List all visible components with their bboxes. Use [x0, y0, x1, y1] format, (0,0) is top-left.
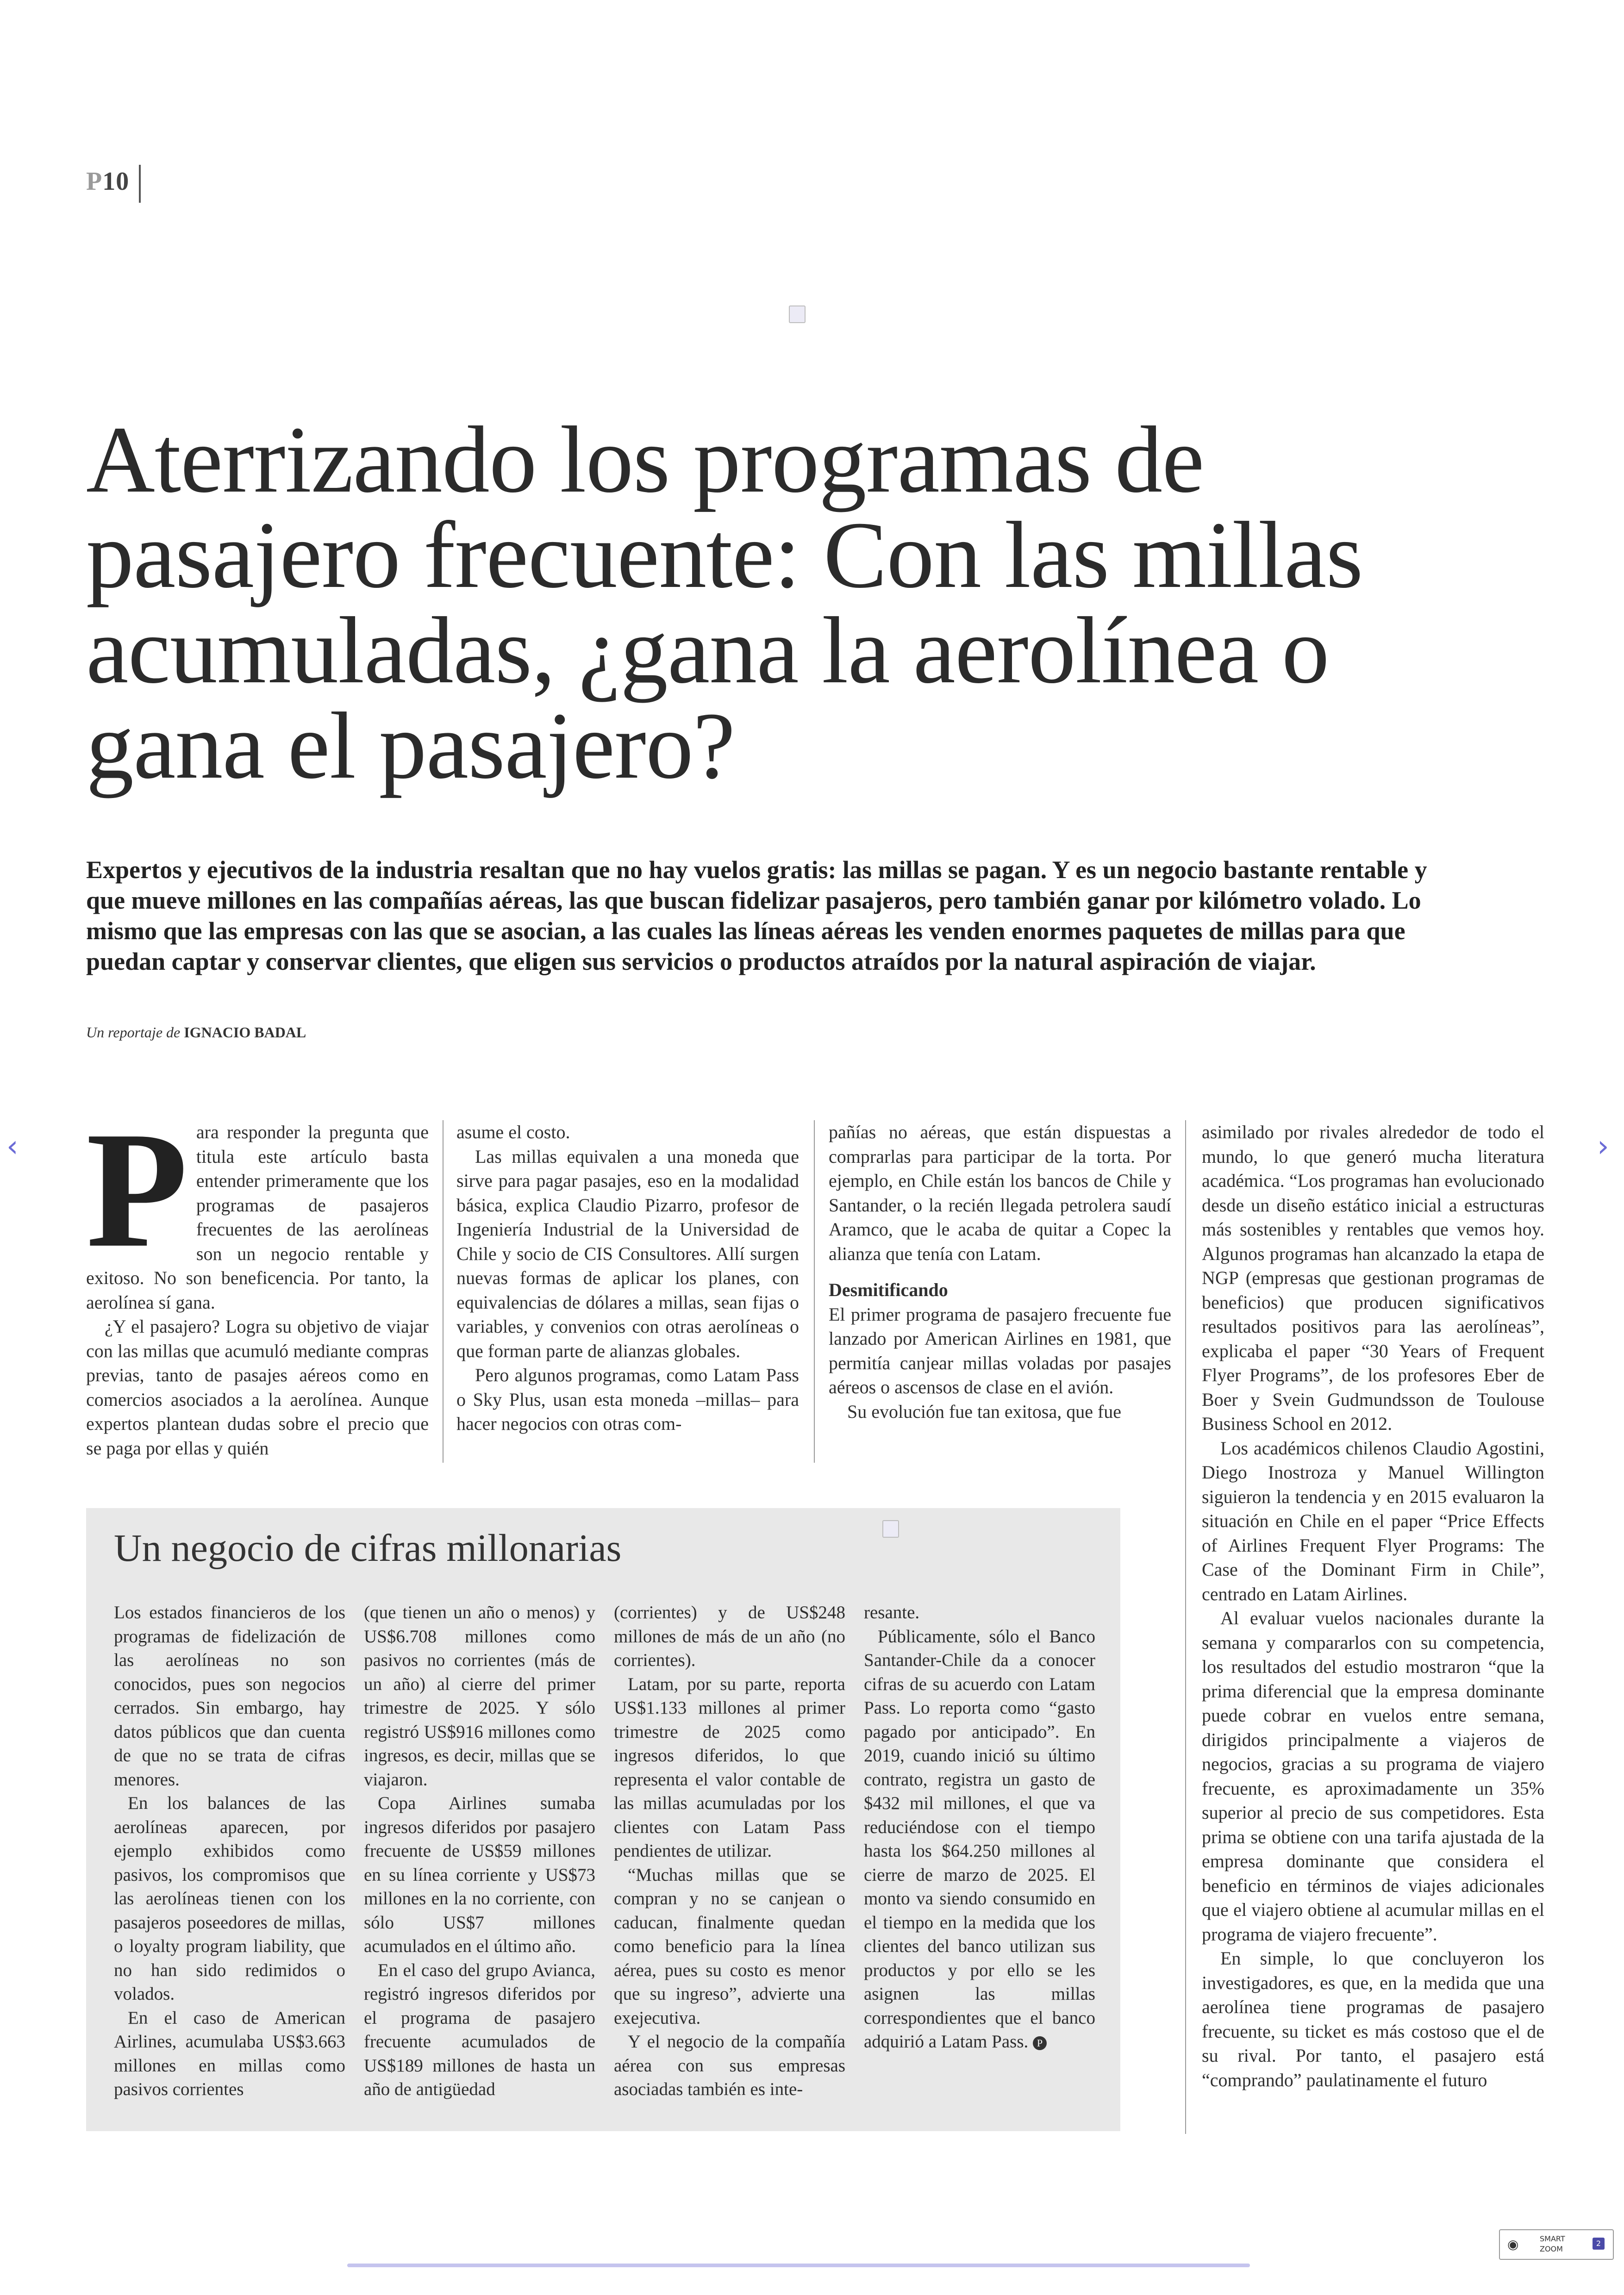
paragraph: Pero algunos programas, como Latam Pass o Sky Plus, usan esta moneda –millas– para hacer negocios con otras com- [456, 1365, 799, 1434]
paragraph: En el caso de American Airlines, acumulaba US$3.663 millones en millas como pasivos corrientes [114, 2008, 345, 2099]
paragraph: El primer programa de pasajero frecuente fue lanzado por American Airlines en 1981, que permitía canjear millas voladas por pasajes aéreos o ascensos de clase en el avión. [829, 1303, 1171, 1397]
paragraph: ara responder la pregunta que titula este artículo basta entender primeramente que los programas de pasajeros frecuentes de las aerolíneas son un negocio rentable y exitoso. No son beneficencia. Por tanto, la aerolínea sí gana. [86, 1122, 429, 1313]
paragraph: Latam, por su parte, reporta US$1.133 millones al primer trimestre de 2025 como ingresos diferidos, lo que representa el valor contable de las millas acumuladas por los clientes con Latam Pass pendientes de utilizar. [614, 1674, 845, 1861]
paragraph: En el caso del grupo Avianca, registró ingresos diferidos por el programa de pasajero frecuente acumulados de US$189 millones de hasta un año de antigüedad [364, 1960, 595, 2099]
page-number-value: 10 [102, 167, 130, 196]
paragraph: Las millas equivalen a una moneda que sirve para pagar pasajes, eso en la modalidad básica, explica Claudio Pizarro, profesor de Ingeniería Industrial de la Universidad de Chile y socio de CIS Consultores. Allí surgen nuevas formas de aplicar los planes, con equivalencias de dólares a millas, sean fijas o variables, y convenios con otras aerolíneas o que forman parte de alianzas globales. [456, 1146, 799, 1361]
end-of-article-icon: P [1033, 2036, 1047, 2050]
paragraph: “Muchas millas que se compran y no se canjean o caducan, finalmente quedan como beneficio para la línea aérea, pues su costo es menor que su ingreso”, advierte una exejecutiva. [614, 1865, 845, 2028]
byline [86, 1024, 306, 1041]
article-column-2 [456, 1120, 799, 1436]
image-placeholder-icon [789, 306, 806, 323]
eye-icon: ◉ [1507, 2237, 1519, 2252]
smart-zoom-button[interactable] [1499, 2229, 1614, 2260]
paragraph: En los balances de las aerolíneas aparecen, por ejemplo exhibidos como pasivos, los compromisos que las aerolíneas tienen con los pasajeros poseedores de millas, o loyalty program liability, que no han sido redimidos o volados. [114, 1793, 345, 2004]
column-rule [1185, 1120, 1186, 2134]
article-column-1 [86, 1097, 429, 1460]
box-column-3 [614, 1601, 845, 2102]
paragraph: (corrientes) y de US$248 millones de más de un año (no corrientes). [614, 1603, 845, 1670]
paragraph [864, 1625, 1095, 2054]
reading-progress-bar[interactable] [347, 2264, 1250, 2267]
byline-prefix: Un reportaje de [86, 1024, 181, 1041]
smart-zoom-label-line1: SMART [1540, 2234, 1565, 2243]
page-number-divider [139, 165, 141, 203]
paragraph: ¿Y el pasajero? Logra su objetivo de viajar con las millas que acumuló mediante compras previas, tanto de pasajes aéreos como en comercios asociados a la aerolínea. Aunque expertos plantean dudas sobre el precio que se paga por ellas y quién [86, 1316, 429, 1459]
column-rule [814, 1120, 815, 1463]
box-title: Un negocio de cifras millonarias [114, 1527, 622, 1570]
box-column-2 [364, 1601, 595, 2102]
page-number [86, 167, 129, 196]
smart-zoom-label [1540, 2234, 1565, 2254]
box-column-1 [114, 1601, 345, 2102]
article-headline: Aterrizando los programas de pasajero frecuente: Con las millas acumuladas, ¿gana la aerolínea o gana el pasajero? [86, 406, 1363, 798]
drop-cap: P [86, 1097, 188, 1282]
paragraph: (que tienen un año o menos) y US$6.708 millones como pasivos no corrientes (más de un año) al cierre del primer trimestre de 2025. Y sólo registró US$916 millones como ingresos, es decir, millas que se viajaron. [364, 1603, 595, 1790]
paragraph: asimilado por rivales alrededor de todo el mundo, lo que generó mucha literatura académica. “Los programas han evolucionado desde un diseño estático inicial a estructuras más sostenibles y rentables que vemos hoy. Algunos programas han alcanzado la etapa de NGP (empresas que gestionan programas de beneficios) que producen significativos resultados positivos para las aerolíneas”, explicaba el paper “30 Years of Frequent Flyer Programs”, de los profesores Eber de Boer y Svein Gudmundsson de Toulouse Business School en 2012. [1202, 1122, 1544, 1434]
paragraph: asume el costo. [456, 1122, 570, 1142]
paragraph: pañías no aéreas, que están dispuestas a comprarlas para participar de la torta. Por ejemplo, en Chile están los bancos de Chile y Santander, o la recién llegada petrolera saudí Aramco, que le acaba de quitar a Copec la alianza que tenía con Latam. [829, 1122, 1171, 1264]
page-number-prefix: P [86, 167, 103, 196]
chevron-right-icon[interactable]: › [1597, 1129, 1609, 1164]
paragraph: Los académicos chilenos Claudio Agostini, Diego Inostroza y Manuel Willington siguieron la tendencia y en 2015 evaluaron la situación en Chile en el paper “Price Effects of Airlines Frequent Flyer Programs: The Case of the Dominant Firm in Chile”, centrado en Latam Airlines. [1202, 1437, 1544, 1604]
chevron-left-icon[interactable]: ‹ [6, 1129, 19, 1164]
paragraph-text: Públicamente, sólo el Banco Santander-Chile da a conocer cifras de su acuerdo con Latam Pass. Lo reporta como “gasto pagado por anticipado”. En 2019, cuando inició su último contrato, registra un gasto de $432 mil millones, el que va reduciéndose con el tiempo hasta los $64.250 millones al cierre de marzo de 2025. El monto va siendo consumido en el tiempo en la medida que los clientes del banco utilizan sus productos y por ello se les asignen las millas correspondientes que el banco adquirió a Latam Pass. [864, 1626, 1095, 2052]
smart-zoom-label-line2: ZOOM [1540, 2245, 1563, 2253]
article-column-4 [1202, 1120, 1544, 2092]
paragraph: Al evaluar vuelos nacionales durante la semana y compararlos con su competencia, los resultados del estudio mostraron “que la prima diferencial que la empresa dominante puede cobrar en vuelos entre semana, dirigidos principalmente a viajeros de negocios, gracias a su programa de viajero frecuente, es aproximadamente un 35% superior al precio de sus competidores. Esta prima se obtiene con una tarifa ajustada de la empresa dominante que considera el beneficio en términos de viajes adicionales que el viajero obtiene al acumular millas en el programa de viajero frecuente”. [1202, 1608, 1544, 1945]
article-lede: Expertos y ejecutivos de la industria resaltan que no hay vuelos gratis: las millas se pagan. Y es un negocio bastante rentable y que mueve millones en las compañías aéreas, las que buscan fidelizar pasajeros, pero también ganar por kilómetro volado. Lo mismo que las empresas con las que se asocian, a las cuales las líneas aéreas les venden enormes paquetes de millas para que puedan captar y conservar clientes, que eligen sus servicios o productos atraídos por la natural aspiración de viajar. [86, 856, 1427, 975]
paragraph: Su evolución fue tan exitosa, que fue [847, 1401, 1122, 1422]
paragraph: En simple, lo que concluyeron los investigadores, es que, en la medida que una aerolínea tiene programas de pasajero frecuente, su ticket es más costoso que el de su rival. Por tanto, el pasajero está “comprando” paulatinamente el futuro [1202, 1948, 1544, 2090]
subheading: Desmitificando [829, 1279, 948, 1300]
byline-author: IGNACIO BADAL [184, 1024, 306, 1041]
paragraph: Y el negocio de la compañía aérea con sus empresas asociadas también es inte- [614, 2032, 845, 2099]
paragraph: Copa Airlines sumaba ingresos diferidos por pasajero frecuente de US$59 millones en su línea corriente y US$73 millones en la no corriente, con sólo US$7 millones acumulados en el último año. [364, 1793, 595, 1956]
zoom-badge: 2 [1593, 2238, 1605, 2250]
article-column-3 [829, 1120, 1171, 1424]
image-placeholder-icon [882, 1520, 899, 1538]
paragraph: Los estados financieros de los programas de fidelización de las aerolíneas no son conocidos, pues son negocios cerrados. Sin embargo, hay datos públicos que dan cuenta de que no se trata de cifras menores. [114, 1603, 345, 1790]
box-column-4 [864, 1601, 1095, 2054]
paragraph: resante. [864, 1603, 920, 1622]
